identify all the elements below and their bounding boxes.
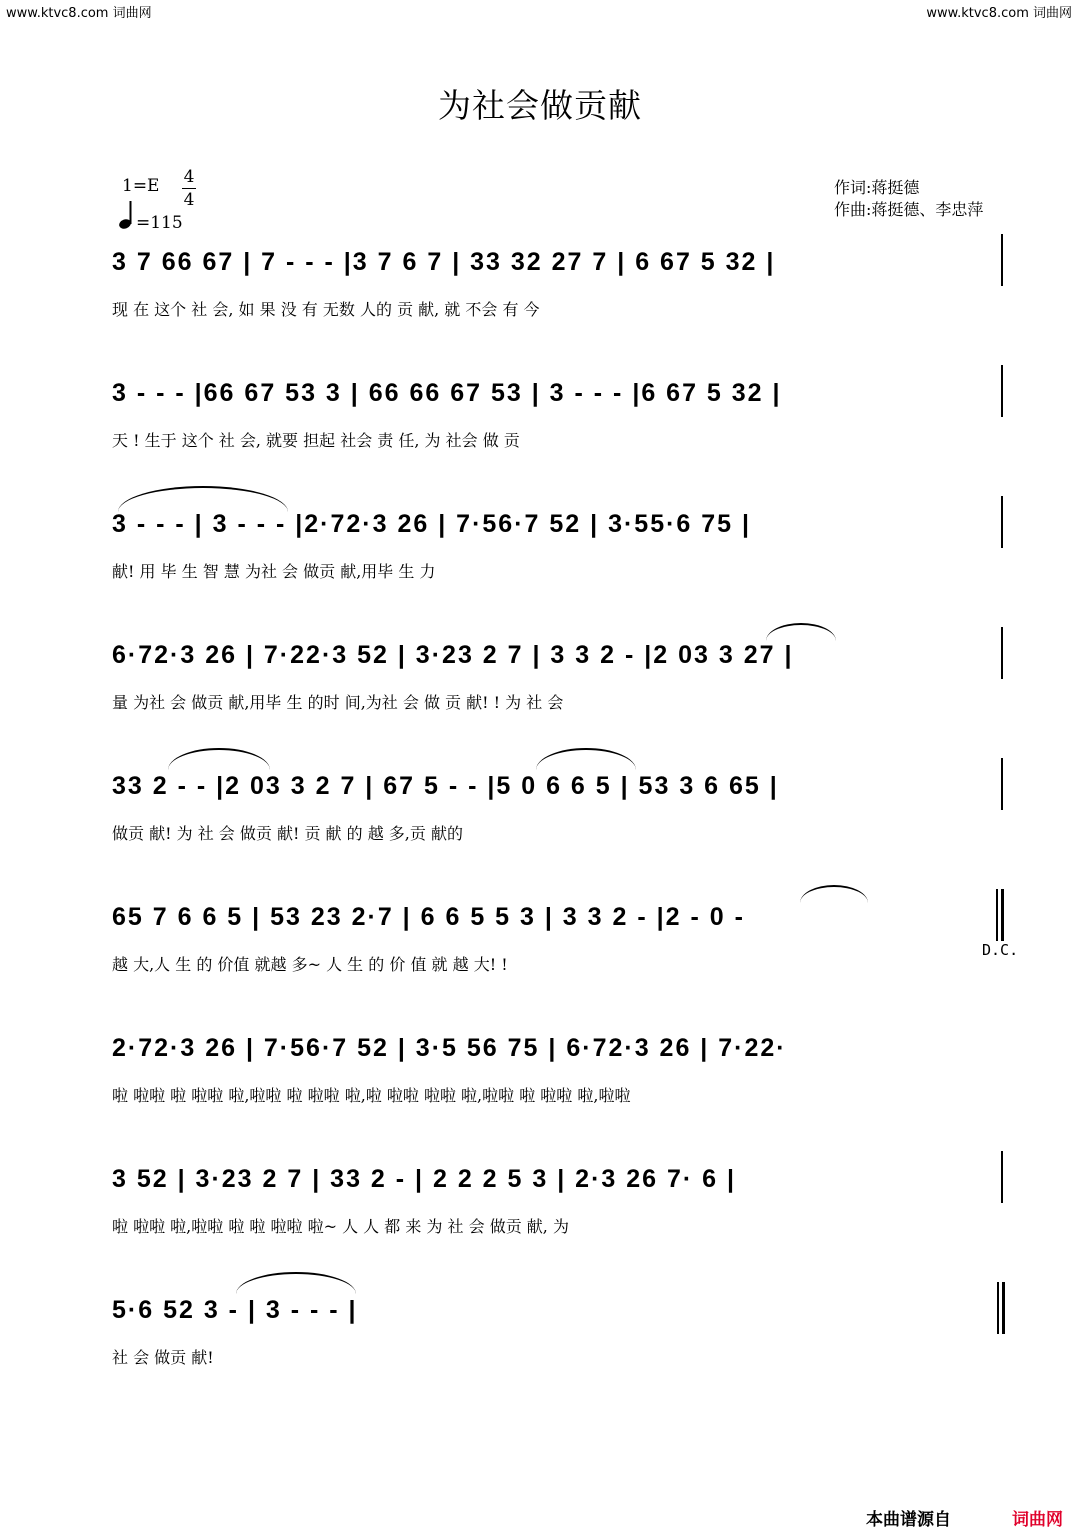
notation-line: 3 - - - |66 67 53 3 | 66 66 67 53 | 3 - - - |6 67 5 32 | <box>112 378 782 407</box>
end-barline <box>1001 889 1004 941</box>
barline <box>1001 496 1003 548</box>
lyrics-line: 越 大,人 生 的 价值 就越 多~ 人 生 的 价 值 就 越 大! ! <box>112 954 508 974</box>
footer-site-link[interactable]: 词曲网 <box>1012 1510 1063 1530</box>
end-barline-thin <box>997 1282 999 1334</box>
barline <box>1001 1151 1003 1203</box>
lyricist: 作词:蒋挺德 <box>834 178 920 197</box>
barline <box>1001 365 1003 417</box>
time-signature <box>182 166 196 211</box>
notation-line: 3 52 | 3·23 2 7 | 33 2 - | 2 2 2 5 3 | 2·3 26 7· 6 | <box>112 1164 737 1193</box>
barline <box>1001 627 1003 679</box>
barline <box>1001 758 1003 810</box>
notation-line: 3 7 66 67 | 7 - - - |3 7 6 7 | 33 32 27 7 | 6 67 5 32 | <box>112 247 776 276</box>
lyrics-line: 天 ! 生于 这个 社 会, 就要 担起 社会 责 任, 为 社会 做 贡 <box>112 430 520 450</box>
quarter-note-icon <box>118 200 136 230</box>
lyrics-line: 啦 啦啦 啦 啦啦 啦,啦啦 啦 啦啦 啦,啦 啦啦 啦啦 啦,啦啦 啦 啦啦 啦,啦啦 <box>112 1085 631 1105</box>
notation-line: 5·6 52 3 - | 3 - - - | <box>112 1295 358 1324</box>
watermark-left: www.ktvc8.com 词曲网 <box>6 6 152 21</box>
score-system-4 <box>0 633 1080 764</box>
footer-source-label: 本曲谱源自 <box>866 1510 951 1530</box>
time-sig-top: 4 <box>183 167 195 187</box>
composer: 作曲:蒋挺德、李忠萍 <box>834 200 984 219</box>
notation-line: 2·72·3 26 | 7·56·7 52 | 3·5 56 75 | 6·72·3 26 | 7·22· <box>112 1033 787 1062</box>
lyrics-line: 社 会 做贡 献! <box>112 1347 214 1367</box>
score-system-9 <box>0 1288 1080 1419</box>
score-system-3 <box>0 502 1080 633</box>
key-signature: 1=E <box>122 176 160 196</box>
score-system-5 <box>0 764 1080 895</box>
score-system-6 <box>0 895 1080 1026</box>
lyrics-line: 做贡 献! 为 社 会 做贡 献! 贡 献 的 越 多,贡 献的 <box>112 823 463 843</box>
notation-line: 3 - - - | 3 - - - |2·72·3 26 | 7·56·7 52 | 3·55·6 75 | <box>112 509 752 538</box>
score-system-1 <box>0 240 1080 371</box>
score-system-8 <box>0 1157 1080 1288</box>
barline <box>1001 234 1003 286</box>
lyrics-line: 献! 用 毕 生 智 慧 为社 会 做贡 献,用毕 生 力 <box>112 561 436 581</box>
notation-line: 65 7 6 6 5 | 53 23 2·7 | 6 6 5 5 3 | 3 3 2 - |2 - 0 - <box>112 902 745 931</box>
lyrics-line: 现 在 这个 社 会, 如 果 没 有 无数 人的 贡 献, 就 不会 有 今 <box>112 299 540 319</box>
da-capo-mark: D.C. <box>982 941 1019 959</box>
score-system-2 <box>0 371 1080 502</box>
lyrics-line: 啦 啦啦 啦,啦啦 啦 啦 啦啦 啦~ 人 人 都 来 为 社 会 做贡 献, 为 <box>112 1216 569 1236</box>
watermark-right: www.ktvc8.com 词曲网 <box>926 6 1072 21</box>
end-barline <box>1002 1282 1005 1334</box>
end-barline-thin <box>996 889 998 941</box>
tempo: =115 <box>136 213 183 233</box>
time-sig-bottom: 4 <box>183 190 195 210</box>
lyrics-line: 量 为社 会 做贡 献,用毕 生 的时 间,为社 会 做 贡 献! ! 为 社 会 <box>112 692 564 712</box>
notation-line: 33 2 - - |2 03 3 2 7 | 67 5 - - |5 0 6 6 5 | 53 3 6 65 | <box>112 771 779 800</box>
score-system-7 <box>0 1026 1080 1157</box>
notation-line: 6·72·3 26 | 7·22·3 52 | 3·23 2 7 | 3 3 2 - |2 03 3 27 | <box>112 640 794 669</box>
song-title: 为社会做贡献 <box>438 86 642 125</box>
